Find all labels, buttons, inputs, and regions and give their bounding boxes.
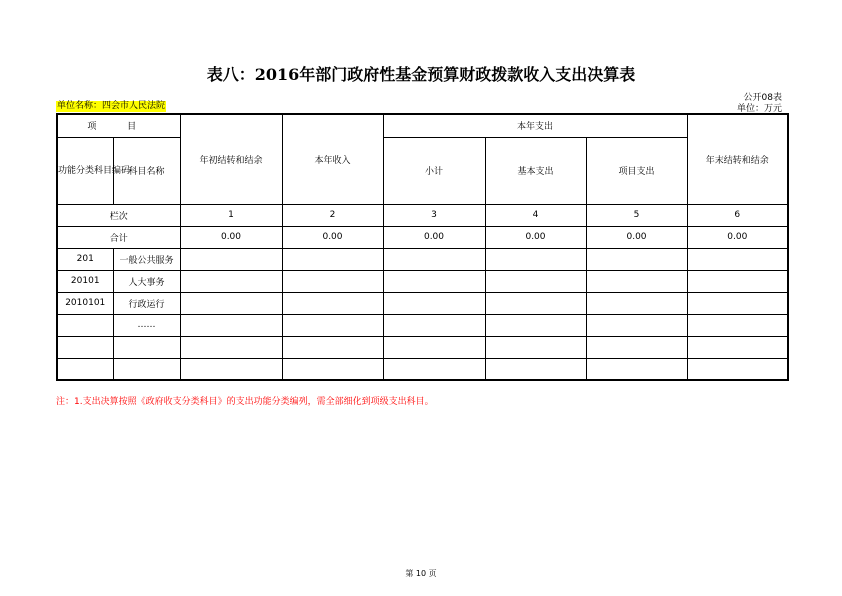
total-value: 0.00 — [687, 226, 788, 248]
header-basic: 基本支出 — [485, 137, 586, 204]
row-code — [57, 314, 113, 336]
column-number: 6 — [687, 204, 788, 226]
row-name: 行政运行 — [113, 292, 180, 314]
total-value: 0.00 — [282, 226, 383, 248]
column-number-row — [57, 204, 788, 226]
page-number: 第 10 页 — [405, 569, 437, 578]
header-expense: 本年支出 — [383, 114, 687, 137]
total-value: 0.00 — [586, 226, 687, 248]
budget-table — [56, 113, 789, 381]
column-number: 1 — [180, 204, 282, 226]
column-number: 4 — [485, 204, 586, 226]
total-label: 合计 — [57, 226, 180, 248]
column-row-label: 栏次 — [57, 204, 180, 226]
row-name — [113, 336, 180, 358]
total-value: 0.00 — [485, 226, 586, 248]
header-income: 本年收入 — [282, 114, 383, 204]
row-code — [57, 336, 113, 358]
column-number: 5 — [586, 204, 687, 226]
column-number: 2 — [282, 204, 383, 226]
row-code: 2010101 — [57, 292, 113, 314]
column-number: 3 — [383, 204, 485, 226]
page-title: 表八：2016年部门政府性基金预算财政拨款收入支出决算表 — [206, 65, 636, 84]
header-project: 项目支出 — [586, 137, 687, 204]
currency-unit: 单位：万元 — [736, 104, 782, 114]
header-begin-balance: 年初结转和结余 — [180, 114, 282, 204]
row-name: 人大事务 — [113, 270, 180, 292]
table-row — [57, 314, 788, 336]
total-value: 0.00 — [180, 226, 282, 248]
table-row — [57, 336, 788, 358]
row-code: 201 — [57, 248, 113, 270]
row-code — [57, 358, 113, 380]
table-row — [57, 270, 788, 292]
row-code: 20101 — [57, 270, 113, 292]
header-end-balance: 年末结转和结余 — [687, 114, 788, 204]
unit-name-label: 单位名称：四会市人民法院 — [57, 101, 166, 111]
total-row — [57, 226, 788, 248]
footnote: 注：1.支出决算按照《政府收支分类科目》的支出功能分类编列，需全部细化到项级支出科目。 — [56, 397, 434, 407]
header-subject-name: 科目名称 — [113, 137, 180, 204]
header-func-code: 功能分类科目编码 — [57, 137, 113, 204]
header-item: 项 目 — [57, 114, 180, 137]
table-row — [57, 358, 788, 380]
total-value: 0.00 — [383, 226, 485, 248]
row-name: 一般公共服务 — [113, 248, 180, 270]
row-name: …… — [113, 314, 180, 336]
form-number: 公开08表 — [743, 93, 782, 103]
table-row — [57, 248, 788, 270]
table-row — [57, 292, 788, 314]
header-subtotal: 小计 — [383, 137, 485, 204]
row-name — [113, 358, 180, 380]
